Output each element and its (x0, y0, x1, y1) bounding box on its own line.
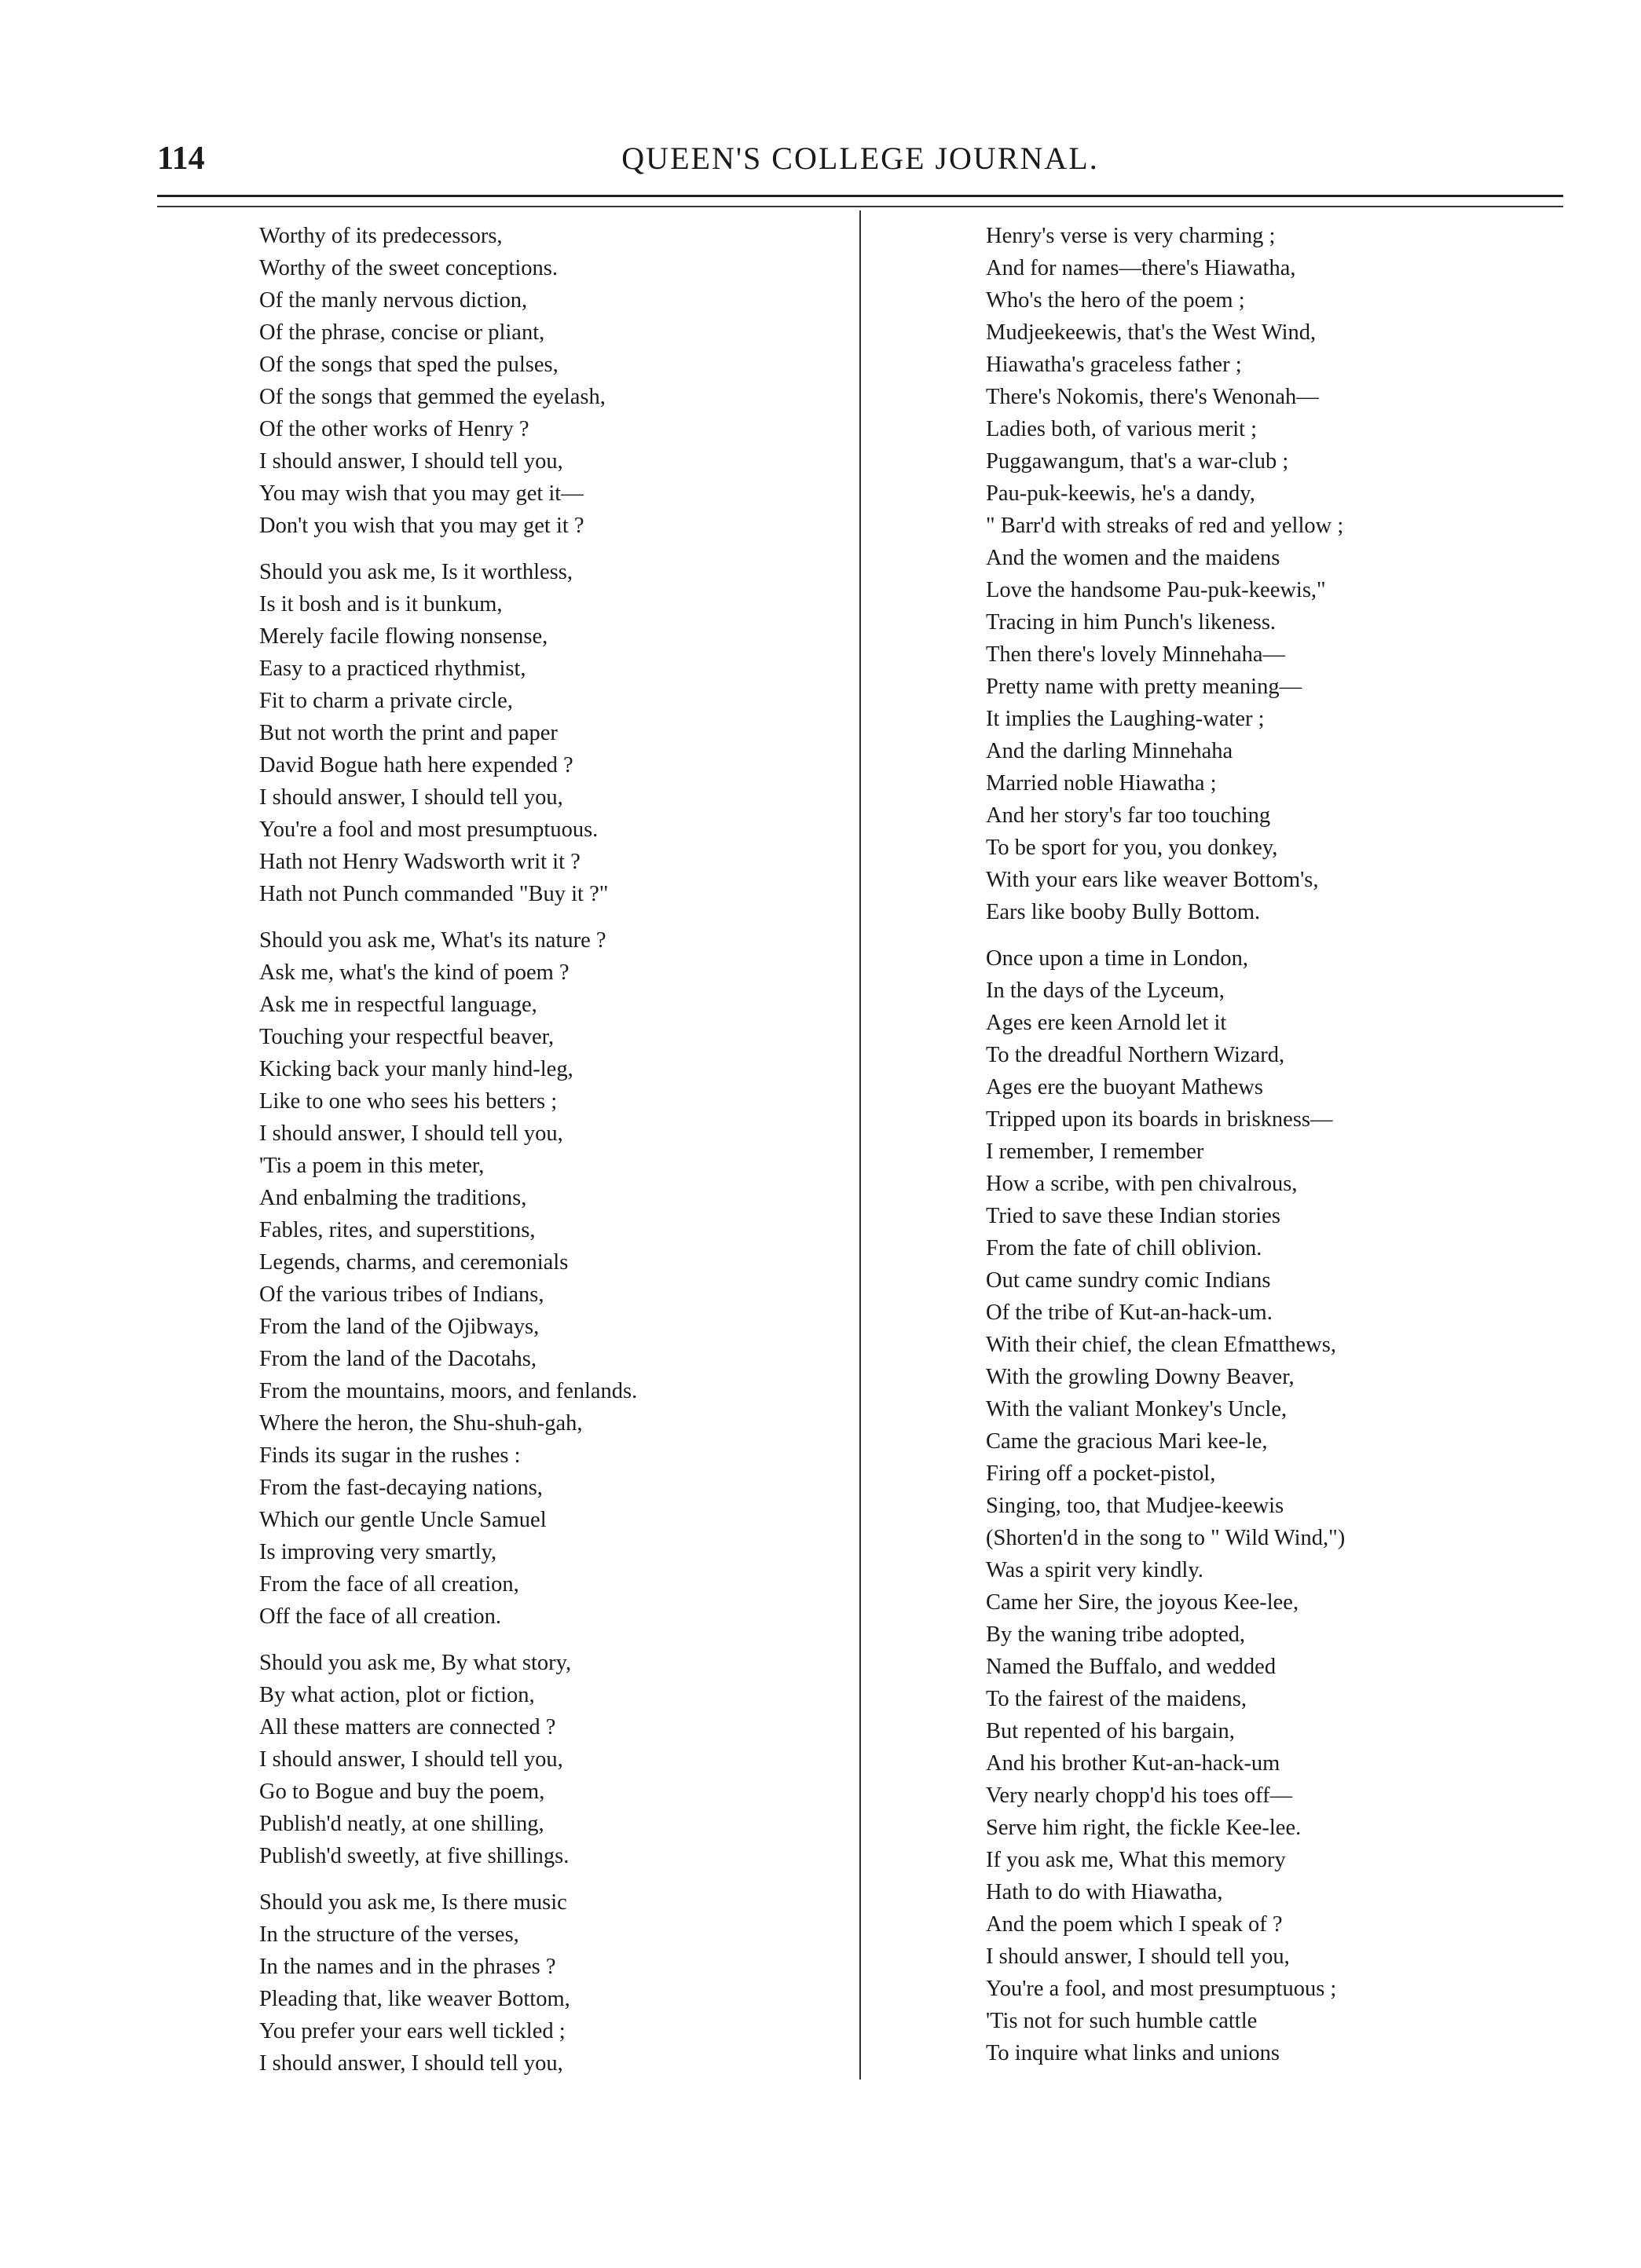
verse-line: By what action, plot or fiction, (259, 1683, 535, 1707)
verse-line: Don't you wish that you may get it ? (259, 514, 584, 538)
verse-line: You may wish that you may get it— (259, 481, 584, 506)
verse-line: Tracing in him Punch's likeness. (986, 610, 1277, 635)
verse-line: Worthy of the sweet conceptions. (259, 256, 558, 280)
verse-line: Hath not Punch commanded "Buy it ?" (259, 882, 609, 906)
verse-line: Once upon a time in London, (986, 946, 1249, 971)
verse-line: With the growling Downy Beaver, (986, 1365, 1295, 1389)
verse-line: With your ears like weaver Bottom's, (986, 868, 1319, 892)
verse-line: Should you ask me, Is it worthless, (259, 560, 573, 584)
verse-line: Love the handsome Pau-puk-keewis," (986, 578, 1326, 602)
verse-line: Puggawangum, that's a war-club ; (986, 449, 1289, 474)
verse-line: You're a fool and most presumptuous. (259, 818, 599, 842)
verse-line: Of the tribe of Kut-an-hack-um. (986, 1300, 1273, 1325)
verse-line: I should answer, I should tell you, (259, 1121, 563, 1146)
header-rule-thin (157, 206, 1563, 207)
verse-line: By the waning tribe adopted, (986, 1622, 1246, 1647)
verse-line: Came her Sire, the joyous Kee-lee, (986, 1590, 1299, 1615)
verse-line: Firing off a pocket-pistol, (986, 1461, 1216, 1486)
verse-line: If you ask me, What this memory (986, 1848, 1286, 1872)
verse-line: Pleading that, like weaver Bottom, (259, 1987, 570, 2011)
verse-line: Named the Buffalo, and wedded (986, 1655, 1277, 1679)
verse-line: Where the heron, the Shu-shuh-gah, (259, 1411, 583, 1436)
verse-line: " Barr'd with streaks of red and yellow ; (986, 514, 1344, 538)
header-rule-thick (157, 195, 1563, 197)
left-column (259, 220, 841, 2094)
verse-line: But not worth the print and paper (259, 721, 558, 745)
verse-line: Off the face of all creation. (259, 1604, 502, 1629)
verse-line: In the structure of the verses, (259, 1922, 519, 1947)
verse-line: And for names—there's Hiawatha, (986, 256, 1296, 280)
verse-line: (Shorten'd in the song to " Wild Wind,") (986, 1526, 1346, 1550)
stanza (259, 1647, 841, 1872)
verse-line: Of the songs that sped the pulses, (259, 353, 559, 377)
verse-line: And her story's far too touching (986, 803, 1271, 828)
verse-line: Should you ask me, By what story, (259, 1651, 572, 1675)
verse-line: To inquire what links and unions (986, 2041, 1280, 2065)
page-number: 114 (157, 141, 205, 177)
stanza (259, 556, 841, 910)
verse-line: You're a fool, and most presumptuous ; (986, 1977, 1337, 2001)
verse-line: From the fast-decaying nations, (259, 1476, 543, 1500)
verse-line: And the poem which I speak of ? (986, 1912, 1283, 1937)
verse-line: Ages ere keen Arnold let it (986, 1011, 1227, 1035)
verse-line: Hath not Henry Wadsworth writ it ? (259, 850, 581, 874)
verse-line: Like to one who sees his betters ; (259, 1089, 558, 1114)
verse-line: With their chief, the clean Efmatthews, (986, 1333, 1336, 1357)
verse-line: Is it bosh and is it bunkum, (259, 592, 503, 616)
verse-line: How a scribe, with pen chivalrous, (986, 1172, 1298, 1196)
verse-line: Out came sundry comic Indians (986, 1268, 1271, 1293)
stanza (986, 220, 1551, 928)
verse-line: And his brother Kut-an-hack-um (986, 1751, 1280, 1776)
verse-line: From the land of the Dacotahs, (259, 1347, 537, 1371)
verse-line: You prefer your ears well tickled ; (259, 2019, 566, 2043)
verse-line: Singing, too, that Mudjee-keewis (986, 1494, 1284, 1518)
verse-line: Merely facile flowing nonsense, (259, 624, 548, 649)
verse-line: Pretty name with pretty meaning— (986, 675, 1302, 699)
verse-line: Very nearly chopp'd his toes off— (986, 1783, 1293, 1808)
verse-line: Go to Bogue and buy the poem, (259, 1780, 545, 1804)
verse-line: Hath to do with Hiawatha, (986, 1880, 1223, 1904)
verse-line: Ages ere the buoyant Mathews (986, 1075, 1263, 1099)
verse-line: Easy to a practiced rhythmist, (259, 657, 526, 681)
verse-line: There's Nokomis, there's Wenonah— (986, 385, 1319, 409)
verse-line: Of the manly nervous diction, (259, 288, 528, 313)
verse-line: Came the gracious Mari kee-le, (986, 1429, 1268, 1454)
page-header (157, 132, 1563, 187)
verse-line: Publish'd sweetly, at five shillings. (259, 1844, 570, 1868)
stanza (259, 924, 841, 1633)
verse-line: Serve him right, the fickle Kee-lee. (986, 1816, 1302, 1840)
verse-line: Should you ask me, What's its nature ? (259, 928, 606, 953)
verse-line: Worthy of its predecessors, (259, 224, 503, 248)
verse-line: I should answer, I should tell you, (259, 1747, 563, 1772)
verse-line: Of the songs that gemmed the eyelash, (259, 385, 606, 409)
verse-line: 'Tis not for such humble cattle (986, 2009, 1258, 2033)
verse-line: Who's the hero of the poem ; (986, 288, 1245, 313)
verse-line: Ears like booby Bully Bottom. (986, 900, 1261, 924)
column-divider (859, 210, 861, 2080)
verse-line: From the fate of chill oblivion. (986, 1236, 1262, 1260)
verse-line: But repented of his bargain, (986, 1719, 1235, 1743)
stanza (259, 1886, 841, 2080)
verse-line: Kicking back your manly hind-leg, (259, 1057, 573, 1081)
verse-line: Of the various tribes of Indians, (259, 1282, 544, 1307)
verse-line: From the land of the Ojibways, (259, 1315, 540, 1339)
verse-line: Of the phrase, concise or pliant, (259, 320, 545, 345)
verse-line: I should answer, I should tell you, (986, 1944, 1290, 1969)
verse-line: To the fairest of the maidens, (986, 1687, 1247, 1711)
verse-line: Mudjeekeewis, that's the West Wind, (986, 320, 1317, 345)
verse-line: Ladies both, of various merit ; (986, 417, 1258, 441)
verse-line: Tried to save these Indian stories (986, 1204, 1280, 1228)
verse-line: It implies the Laughing-water ; (986, 707, 1265, 731)
verse-line: Pau-puk-keewis, he's a dandy, (986, 481, 1255, 506)
verse-line: I remember, I remember (986, 1139, 1204, 1164)
verse-line: Fables, rites, and superstitions, (259, 1218, 536, 1242)
verse-line: In the days of the Lyceum, (986, 979, 1225, 1003)
verse-line: With the valiant Monkey's Uncle, (986, 1397, 1288, 1421)
verse-line: Then there's lovely Minnehaha— (986, 642, 1286, 667)
verse-line: Legends, charms, and ceremonials (259, 1250, 569, 1275)
verse-line: Publish'd neatly, at one shilling, (259, 1812, 544, 1836)
verse-line: Ask me in respectful language, (259, 993, 537, 1017)
verse-line: 'Tis a poem in this meter, (259, 1154, 485, 1178)
verse-line: Touching your respectful beaver, (259, 1025, 555, 1049)
verse-line: Is improving very smartly, (259, 1540, 497, 1564)
verse-line: Of the other works of Henry ? (259, 417, 529, 441)
verse-line: Henry's verse is very charming ; (986, 224, 1276, 248)
verse-line: From the face of all creation, (259, 1572, 519, 1597)
verse-line: Married noble Hiawatha ; (986, 771, 1217, 796)
verse-line: I should answer, I should tell you, (259, 2051, 563, 2076)
verse-line: From the mountains, moors, and fenlands. (259, 1379, 638, 1403)
stanza (259, 220, 841, 542)
verse-line: Which our gentle Uncle Samuel (259, 1508, 547, 1532)
verse-line: Was a spirit very kindly. (986, 1558, 1203, 1582)
verse-line: And the women and the maidens (986, 546, 1280, 570)
verse-line: And the darling Minnehaha (986, 739, 1233, 763)
verse-line: And enbalming the traditions, (259, 1186, 527, 1210)
verse-line: David Bogue hath here expended ? (259, 753, 573, 777)
stanza (986, 942, 1551, 2069)
verse-line: Should you ask me, Is there music (259, 1890, 567, 1915)
verse-line: Ask me, what's the kind of poem ? (259, 960, 570, 985)
verse-line: Fit to charm a private circle, (259, 689, 513, 713)
verse-line: Tripped upon its boards in briskness— (986, 1107, 1333, 1132)
verse-line: I should answer, I should tell you, (259, 785, 563, 810)
verse-line: In the names and in the phrases ? (259, 1955, 556, 1979)
verse-line: To be sport for you, you donkey, (986, 836, 1278, 860)
verse-line: Hiawatha's graceless father ; (986, 353, 1242, 377)
verse-line: Finds its sugar in the rushes : (259, 1443, 521, 1468)
verse-line: To the dreadful Northern Wizard, (986, 1043, 1285, 1067)
right-column (986, 220, 1551, 2083)
verse-line: I should answer, I should tell you, (259, 449, 563, 474)
journal-title: QUEEN'S COLLEGE JOURNAL. (621, 141, 1099, 176)
verse-line: All these matters are connected ? (259, 1715, 556, 1739)
